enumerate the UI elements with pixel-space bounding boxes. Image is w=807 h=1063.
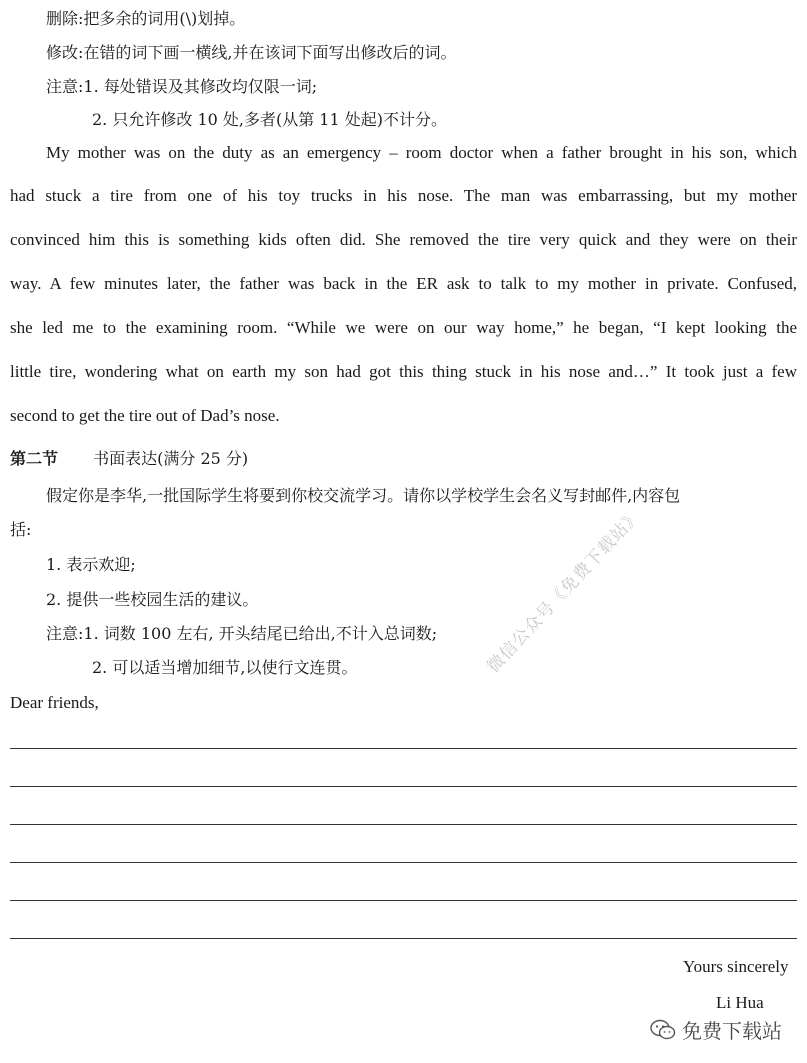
answer-line	[10, 862, 797, 863]
section-two-heading	[10, 449, 248, 469]
watermark: 微信公众号《免费下载站》	[483, 505, 646, 678]
passage-line-3: convinced him this is something kids often did. She removed the tire very quick and they were on their	[10, 230, 797, 249]
note-two: 2. 只允许修改 10 处,多者(从第 11 处起)不计分。	[92, 110, 447, 129]
answer-line	[10, 786, 797, 787]
wechat-badge-label: 免费下载站	[682, 1019, 782, 1043]
passage-line-6: little tire, wondering what on earth my son had got this thing stuck in his nose and…” It took just a few	[10, 362, 797, 381]
section-label: 第二节	[10, 449, 59, 468]
content-item-2: 2. 提供一些校园生活的建议。	[46, 590, 259, 609]
prompt-line-1: 假定你是李华,一批国际学生将要到你校交流学习。请你以学校学生会名义写封邮件,内容包	[46, 486, 681, 505]
passage-line-5: she led me to the examining room. “While we were on our way home,” he began, “I kept looking the	[10, 318, 797, 337]
passage-line-7: second to get the tire out of Dad’s nose.	[10, 406, 280, 425]
passage-line-4: way. A few minutes later, the father was back in the ER ask to talk to my mother in private. Confused,	[10, 274, 797, 293]
signature: Li Hua	[716, 993, 764, 1012]
content-item-1: 1. 表示欢迎;	[46, 555, 136, 574]
answer-line	[10, 748, 797, 749]
answer-line	[10, 900, 797, 901]
wechat-badge	[650, 1015, 782, 1044]
delete-instruction: 删除:把多余的词用(\)划掉。	[46, 9, 246, 28]
writing-note-2: 2. 可以适当增加细节,以使行文连贯。	[92, 658, 358, 677]
greeting: Dear friends,	[10, 693, 99, 712]
answer-line	[10, 938, 797, 939]
prompt-line-2: 括:	[10, 520, 32, 539]
modify-instruction: 修改:在错的词下画一横线,并在该词下面写出修改后的词。	[46, 43, 457, 62]
answer-line	[10, 824, 797, 825]
wechat-icon	[650, 1019, 676, 1041]
closing: Yours sincerely	[683, 957, 789, 976]
note-one: 注意:1. 每处错误及其修改均仅限一词;	[46, 77, 318, 96]
writing-note-1: 注意:1. 词数 100 左右, 开头结尾已给出,不计入总词数;	[46, 624, 438, 643]
passage-line-1: My mother was on the duty as an emergency – room doctor when a father brought in his son, which	[46, 143, 797, 162]
passage-line-2: had stuck a tire from one of his toy trucks in his nose. The man was embarrassing, but my mother	[10, 186, 797, 205]
section-title: 书面表达(满分 25 分)	[93, 449, 249, 468]
